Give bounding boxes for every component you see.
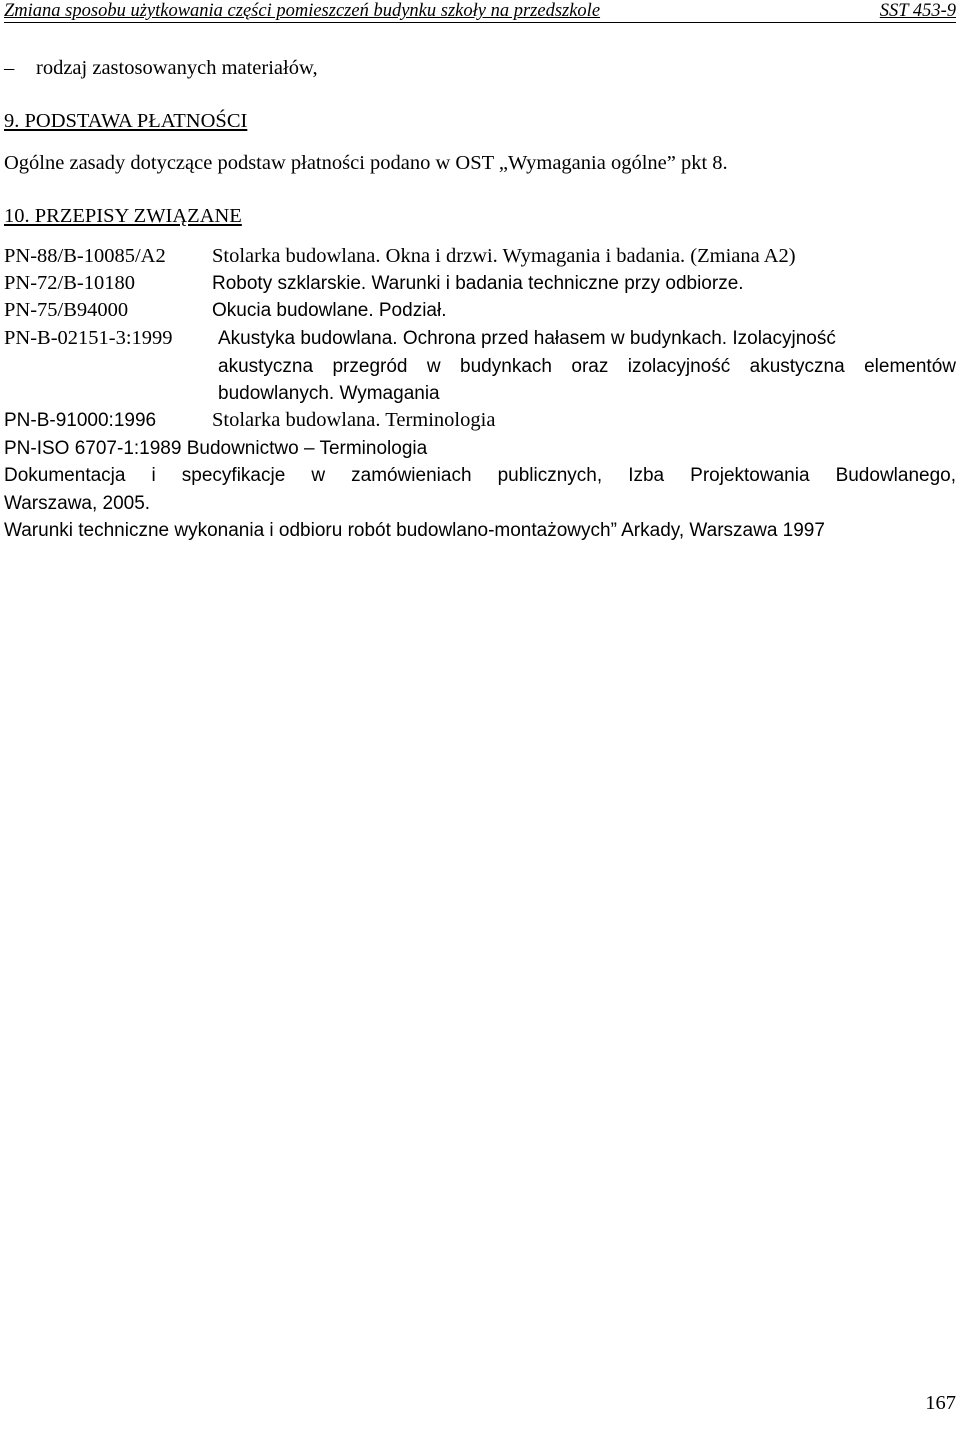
header-document-title: Zmiana sposobu użytkowania części pomieszczeń budynku szkoły na przedszkole	[4, 1, 601, 21]
standard-description: Stolarka budowlana. Terminologia	[212, 409, 496, 431]
dash-bullet-icon: –	[4, 57, 15, 79]
standard-description-line-1: Akustyka budowlana. Ochrona przed hałasem w budynkach. Izolacyjność	[218, 328, 836, 349]
iso-standard-line: PN-ISO 6707-1:1989 Budownictwo – Terminologia	[4, 438, 428, 459]
standard-row	[4, 407, 956, 434]
standard-row	[4, 243, 956, 270]
list-item	[4, 55, 604, 82]
section-9-heading: 9. PODSTAWA PŁATNOŚCI	[4, 110, 248, 132]
standard-description: Stolarka budowlana. Okna i drzwi. Wymagania i badania. (Zmiana A2)	[212, 245, 796, 267]
standard-row	[4, 325, 956, 352]
standard-row	[4, 270, 956, 297]
technical-conditions-line: Warunki techniczne wykonania i odbioru robót budowlano-montażowych” Arkady, Warszawa 1997	[4, 520, 825, 541]
standard-code: PN-72/B-10180	[4, 272, 135, 294]
page-number: 167	[925, 1392, 956, 1414]
list-item-text: rodzaj zastosowanych materiałów,	[36, 57, 318, 79]
standard-description-line-2: akustyczna przegród w budynkach oraz izolacyjność akustyczna elementów	[218, 356, 956, 377]
documentation-line-1: Dokumentacja i specyfikacje w zamówieniach publicznych, Izba Projektowania Budowlanego,	[4, 465, 956, 486]
standard-code: PN-75/B94000	[4, 299, 129, 321]
standard-code: PN-88/B-10085/A2	[4, 245, 166, 267]
section-9-text: Ogólne zasady dotyczące podstaw płatności podano w OST „Wymagania ogólne” pkt 8.	[4, 152, 728, 174]
documentation-line-2: Warszawa, 2005.	[4, 493, 151, 514]
standard-description: Roboty szklarskie. Warunki i badania techniczne przy odbiorze.	[212, 273, 744, 294]
header-document-code: SST 453-9	[879, 1, 956, 21]
page-header	[4, 0, 956, 23]
standard-code: PN-B-91000:1996	[4, 410, 157, 431]
standard-row	[4, 297, 956, 324]
standard-code: PN-B-02151-3:1999	[4, 327, 173, 349]
standard-description: Okucia budowlane. Podział.	[212, 300, 447, 321]
section-10-heading: 10. PRZEPISY ZWIĄZANE	[4, 205, 242, 227]
standard-description-line-3: budowlanych. Wymagania	[218, 383, 440, 404]
